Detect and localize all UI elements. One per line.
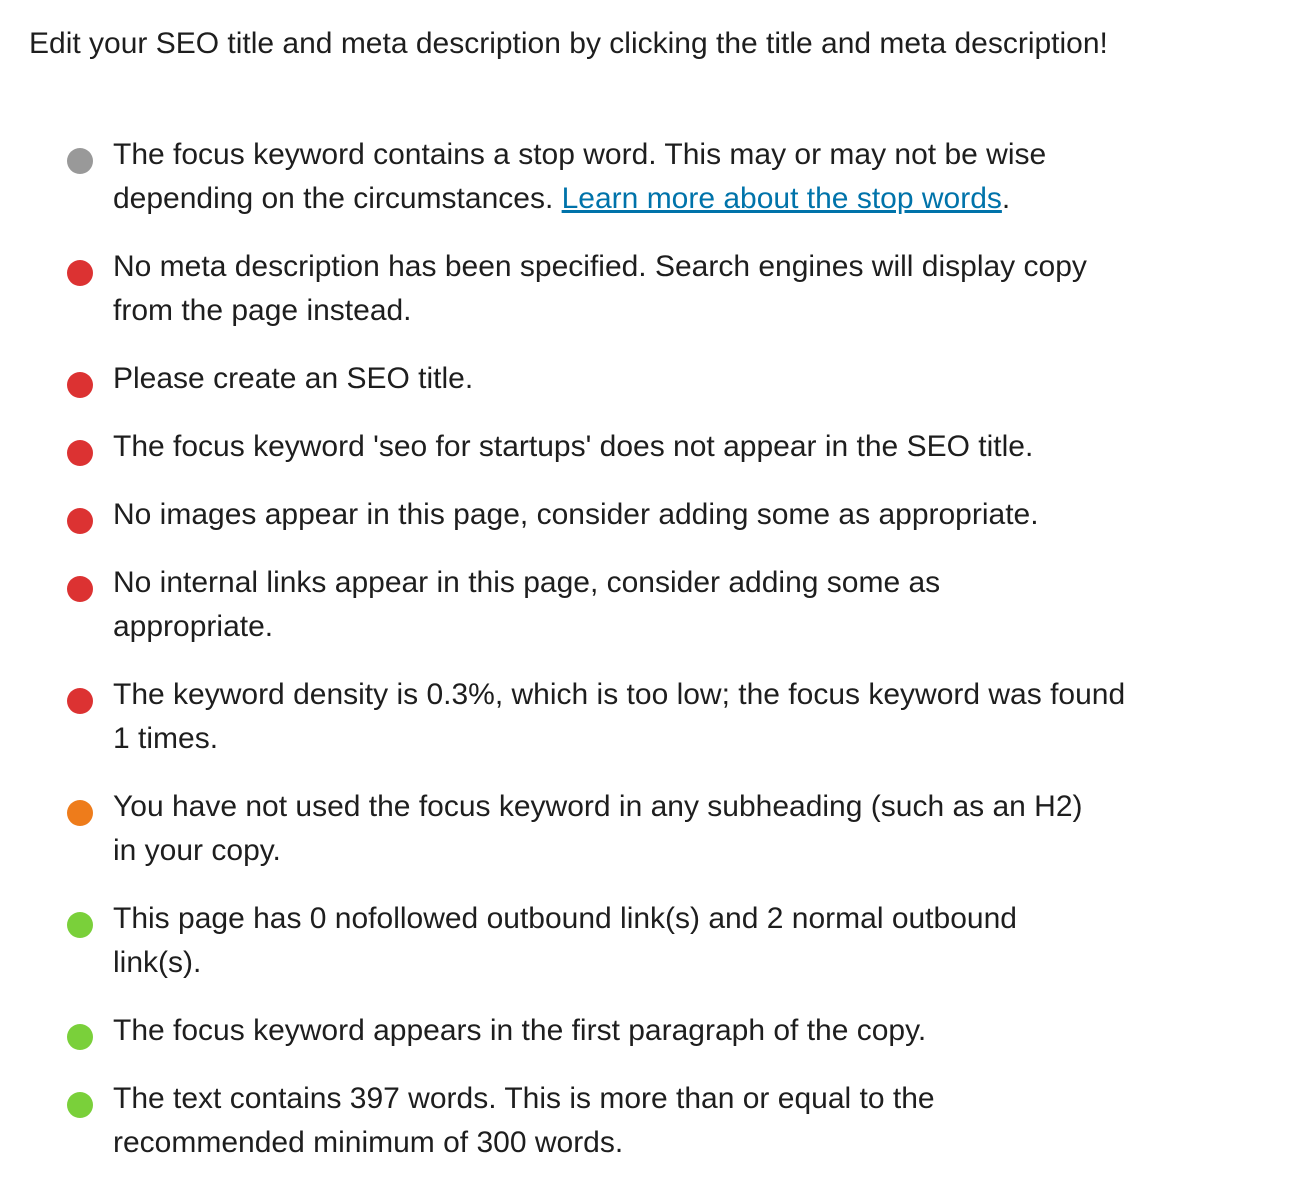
rating-bullet-icon — [67, 576, 93, 602]
intro-text: Edit your SEO title and meta description by clicking the title and meta description! — [29, 27, 1108, 60]
result-text: The keyword density is 0.3%, which is too low; the focus keyword was found 1 times. — [113, 678, 1126, 755]
result-text: No internal links appear in this page, consider adding some as appropriate. — [113, 566, 941, 643]
result-text: Please create an SEO title. — [113, 362, 474, 395]
result-text: This page has 0 nofollowed outbound link(s) and 2 normal outbound link(s). — [113, 902, 1017, 979]
result-text: No meta description has been specified. Search engines will display copy from the page instead. — [113, 250, 1087, 327]
rating-bullet-icon — [67, 688, 93, 714]
rating-bullet-icon — [67, 800, 93, 826]
rating-bullet-icon — [67, 440, 93, 466]
rating-bullet-icon — [67, 372, 93, 398]
rating-bullet-icon — [67, 148, 93, 174]
result-text-suffix: . — [1001, 182, 1011, 215]
rating-bullet-icon — [67, 1024, 93, 1050]
rating-bullet-icon — [67, 1092, 93, 1118]
rating-bullet-icon — [67, 260, 93, 286]
rating-bullet-icon — [67, 508, 93, 534]
result-text: You have not used the focus keyword in any subheading (such as an H2) in your copy. — [113, 790, 1083, 867]
result-text: The text contains 397 words. This is more than or equal to the recommended minimum of 300 words. — [113, 1082, 935, 1159]
result-text: No images appear in this page, consider adding some as appropriate. — [113, 498, 1039, 531]
result-text: The focus keyword contains a stop word. This may or may not be wise depending on the circumstances. — [113, 138, 1047, 215]
result-text: The focus keyword 'seo for startups' does not appear in the SEO title. — [113, 430, 1034, 463]
stop-words-link[interactable]: Learn more about the stop words — [561, 182, 1002, 215]
result-text: The focus keyword appears in the first paragraph of the copy. — [113, 1014, 927, 1047]
rating-bullet-icon — [67, 912, 93, 938]
